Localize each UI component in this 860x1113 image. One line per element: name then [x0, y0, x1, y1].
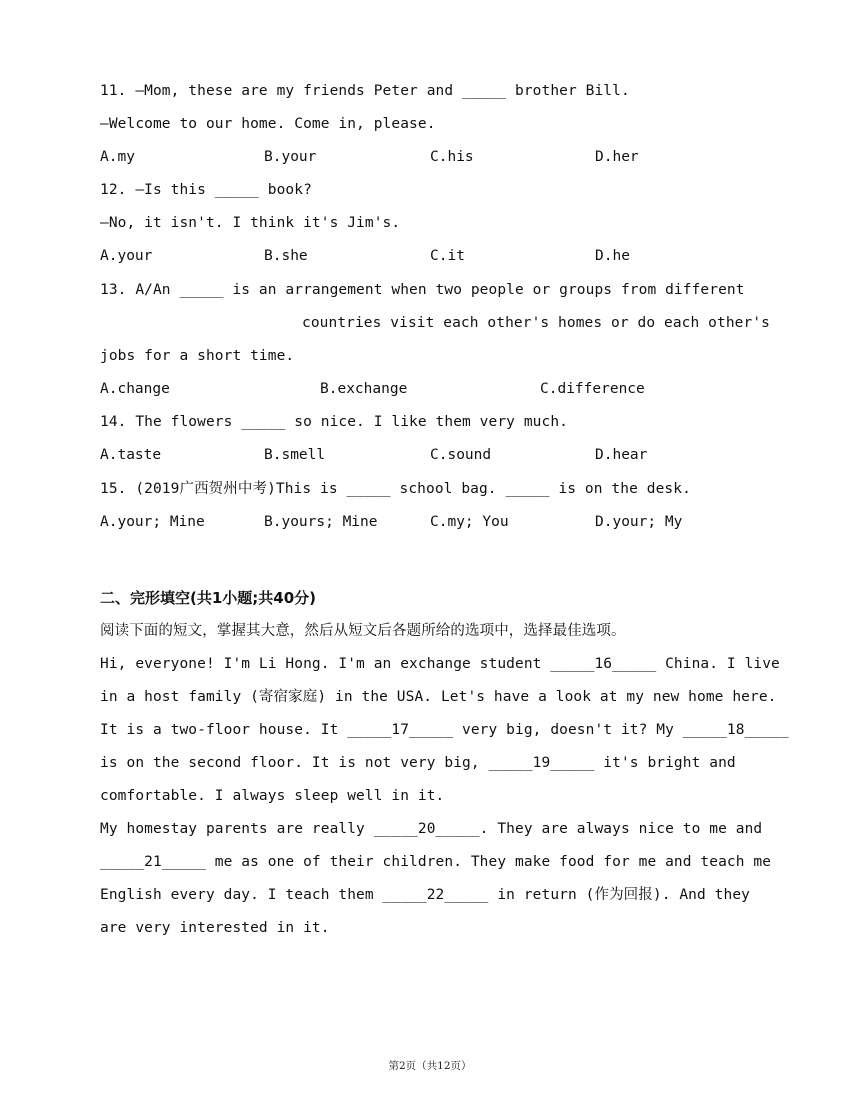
page-footer: 第2页（共12页） — [388, 1060, 472, 1072]
question-13-option-b: B.exchange — [320, 381, 408, 397]
question-12-option-a: A.your — [100, 248, 153, 264]
question-12-option-d: D.he — [595, 248, 630, 264]
passage-line-6: My homestay parents are really _____20_____. They are always nice to me and — [100, 821, 763, 837]
passage-line-1: Hi, everyone! I'm Li Hong. I'm an exchange student _____16_____ China. I live — [100, 656, 780, 672]
question-15-option-b: B.yours; Mine — [264, 514, 378, 530]
section-2-heading: 二、完形填空(共1小题;共40分) — [100, 589, 317, 607]
passage-line-5: comfortable. I always sleep well in it. — [100, 788, 445, 804]
question-11-reply: —Welcome to our home. Come in, please. — [100, 116, 436, 132]
question-15-option-a: A.your; Mine — [100, 514, 205, 530]
question-12-stem: 12. —Is this _____ book? — [100, 182, 312, 198]
passage-line-4: is on the second floor. It is not very big, _____19_____ it's bright and — [100, 755, 736, 771]
question-11-option-d: D.her — [595, 149, 639, 165]
question-12-option-c: C.it — [430, 248, 465, 264]
question-14-option-c: C.sound — [430, 447, 492, 463]
question-11-stem: 11. —Mom, these are my friends Peter and _____ brother Bill. — [100, 83, 630, 99]
question-15-stem: 15. (2019广西贺州中考)This is _____ school bag. _____ is on the desk. — [100, 481, 691, 497]
question-13-stem-line-1: 13. A/An _____ is an arrangement when two people or groups from different — [100, 282, 745, 298]
passage-line-2: in a host family (寄宿家庭) in the USA. Let's have a look at my new home here. — [100, 689, 777, 705]
question-12-option-b: B.she — [264, 248, 308, 264]
question-14-stem: 14. The flowers _____ so nice. I like them very much. — [100, 414, 568, 430]
question-12-reply: —No, it isn't. I think it's Jim's. — [100, 215, 401, 231]
question-14-option-a: A.taste — [100, 447, 162, 463]
passage-line-9: are very interested in it. — [100, 920, 330, 936]
question-13-stem-line-2: countries visit each other's homes or do each other's — [302, 315, 770, 331]
section-2-instruction: 阅读下面的短文，掌握其大意，然后从短文后各题所给的选项中，选择最佳选项。 — [100, 623, 626, 639]
question-15-option-d: D.your; My — [595, 514, 683, 530]
question-11-option-b: B.your — [264, 149, 317, 165]
question-13-option-c: C.difference — [540, 381, 645, 397]
question-14-option-b: B.smell — [264, 447, 326, 463]
passage-line-3: It is a two-floor house. It _____17_____ very big, doesn't it? My _____18_____ — [100, 722, 789, 738]
passage-line-7: _____21_____ me as one of their children. They make food for me and teach me — [100, 854, 772, 870]
passage-line-8: English every day. I teach them _____22_____ in return (作为回报). And they — [100, 887, 750, 903]
question-13-option-a: A.change — [100, 381, 170, 397]
question-15-option-c: C.my; You — [430, 514, 509, 530]
question-11-option-a: A.my — [100, 149, 135, 165]
question-13-stem-line-3: jobs for a short time. — [100, 348, 295, 364]
question-11-option-c: C.his — [430, 149, 474, 165]
question-14-option-d: D.hear — [595, 447, 648, 463]
